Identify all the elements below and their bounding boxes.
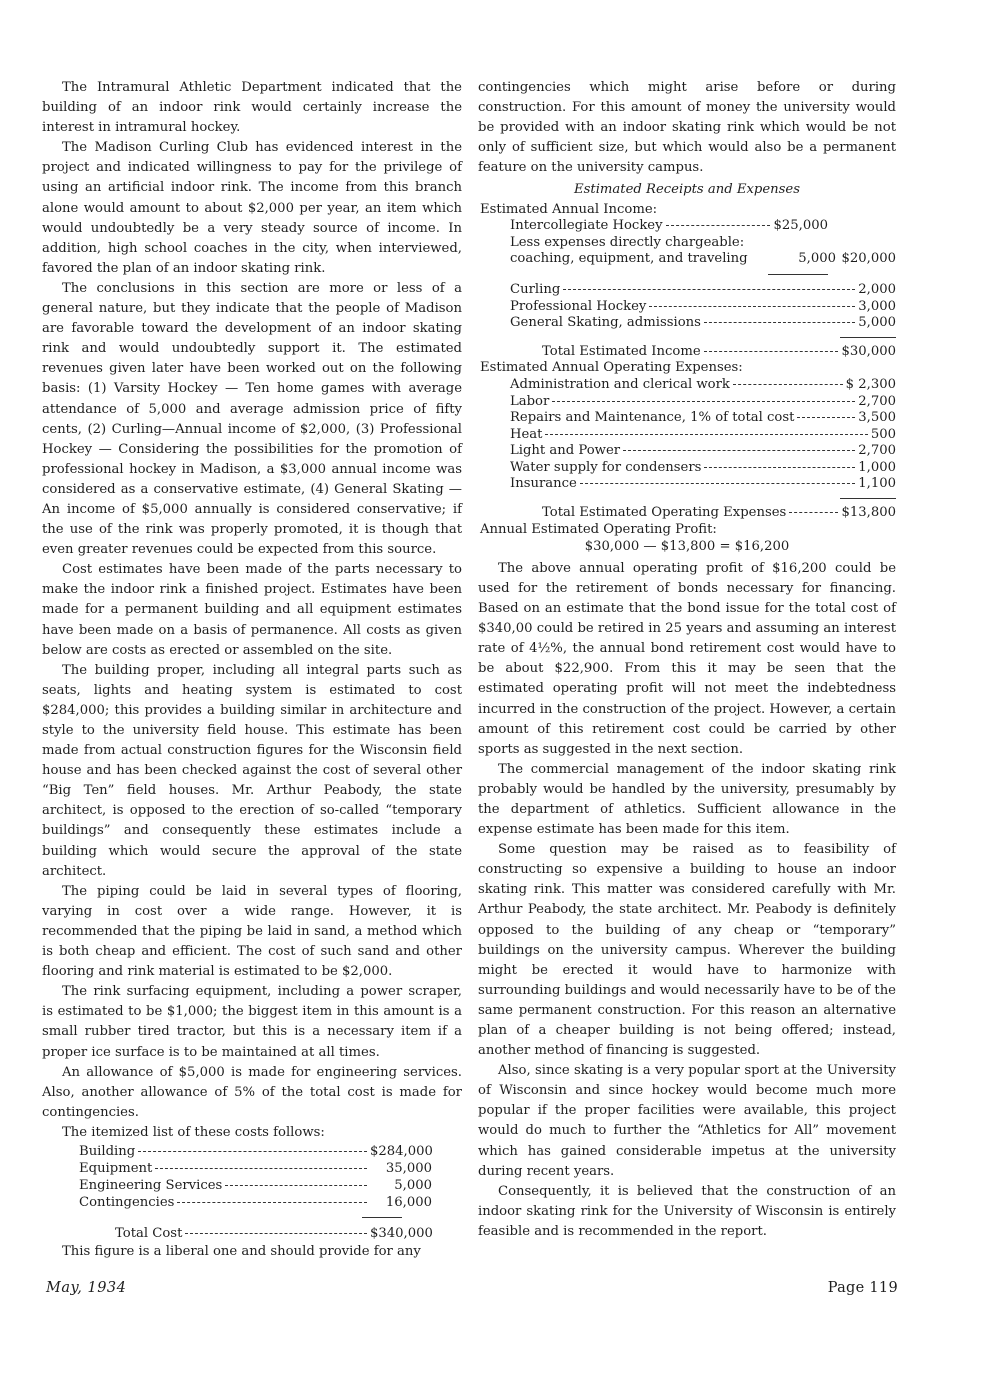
cost-label: Building xyxy=(79,1143,136,1159)
paragraph: The rink surfacing equipment, including a power scraper, is estimated to be $1,000; the biggest item in this amount is a small rubber tired tractor, but this is a necessary item if a proper ice surface is to be maintained at all times. xyxy=(42,984,462,1060)
leader-dashes xyxy=(155,1168,367,1169)
cost-label: Equipment xyxy=(79,1160,153,1176)
income-row xyxy=(510,282,896,299)
expense-row xyxy=(510,460,896,477)
expense-label: Administration and clerical work xyxy=(510,376,730,392)
paragraph: The commercial management of the indoor skating rink probably would be handled by the university, presumably by the department of athletics. Sufficient allowance in the expense estimate has been made for this item. xyxy=(478,761,896,838)
profit-equation: $30,000 — $13,800 = $16,200 xyxy=(584,539,790,555)
leader-dashes xyxy=(225,1185,367,1186)
total-rule xyxy=(478,493,896,505)
total-rule xyxy=(79,1211,432,1225)
paragraph: The piping could be laid in several types of flooring, varying in cost over a wide range. However, it is recommended that the piping be laid in sand, a method which is both cheap and efficient. The cost of such sand and other flooring and rink material is estimated to be $2,000. xyxy=(42,883,462,980)
expense-amount: $ 2,300 xyxy=(845,376,896,392)
paragraph: contingencies which might arise before or during construction. For this amount of money the university would be provided with an indoor skating rink which would be not only of sufficient size, but which would also be a permanent feature on the university campus. xyxy=(478,80,896,176)
leader-dashes xyxy=(138,1151,367,1152)
leader-dashes xyxy=(797,417,855,418)
total-cost-row xyxy=(115,1225,432,1242)
expense-amount: 1,000 xyxy=(858,459,896,475)
leader-dashes xyxy=(704,322,855,323)
total-cost-label: Total Cost xyxy=(115,1225,183,1241)
income-label: General Skating, admissions xyxy=(510,315,701,331)
cost-item xyxy=(79,1143,432,1160)
left-column xyxy=(42,78,462,1262)
less-expenses-line: Less expenses directly chargeable: xyxy=(510,234,745,250)
leader-dashes xyxy=(552,401,855,402)
paragraph: The Intramural Athletic Department indicated that the building of an indoor rink would certainly increase the interest in intramural hockey. xyxy=(42,80,462,136)
paragraph: Some question may be raised as to feasibility of constructing so expensive a building to house an indoor skating rink. This matter was considered carefully with Mr. Arthur Peabody, the state architect. Mr. Peabody is definitely opposed to the building of any cheap or “temporary” buildings on the university campus. Wherever the building might be erected it would have to harmonize with surrounding buildings and would necessarily have to be of the same permanent construction. For this reason an alternative plan of a cheaper building is not being offered; instead, another method of financing is suggested. xyxy=(478,842,896,1059)
income-amount: $25,000 xyxy=(773,218,828,234)
total-expenses-label: Total Estimated Operating Expenses xyxy=(542,505,787,521)
budget-table xyxy=(478,202,896,556)
leader-dashes xyxy=(185,1233,367,1234)
expenses-heading: Estimated Annual Operating Expenses: xyxy=(480,360,743,376)
leader-dashes xyxy=(580,483,855,484)
income-heading: Estimated Annual Income: xyxy=(480,201,658,217)
leader-dashes xyxy=(733,384,843,385)
leader-dashes xyxy=(563,289,855,290)
cost-item xyxy=(79,1177,432,1194)
coaching-net: $20,000 xyxy=(841,251,896,267)
leader-dashes xyxy=(177,1202,367,1203)
coaching-label: coaching, equipment, and traveling xyxy=(510,251,748,267)
cost-list xyxy=(79,1143,432,1242)
income-row xyxy=(510,315,896,332)
income-row xyxy=(510,218,828,235)
income-label: Professional Hockey xyxy=(510,298,647,314)
expense-amount: 2,700 xyxy=(858,393,896,409)
paragraph: This figure is a liberal one and should provide for any xyxy=(62,1243,421,1259)
paragraph: An allowance of $5,000 is made for engineering services. Also, another allowance of 5% of the total cost is made for contingencies. xyxy=(42,1064,462,1120)
cost-amount: 35,000 xyxy=(385,1160,432,1176)
income-label: Curling xyxy=(510,281,561,297)
paragraph: The above annual operating profit of $16,200 could be used for the retirement of bonds necessary for financing. Based on an estimate that the bond issue for the total cost of $340,00 could be retired in 25 years and assuming an interest rate of 4½%, the annual bond retirement cost would have to be about $22,900. From this it may be seen that the estimated operating profit will not meet the indebtedness incurred in the construction of the project. However, a certain amount of this retirement cost could be carried by other sports as suggested in the next section. xyxy=(478,560,896,757)
leader-dashes xyxy=(649,306,855,307)
paragraph: Consequently, it is believed that the construction of an indoor skating rink for the University of Wisconsin is entirely feasible and is recommended in the report. xyxy=(478,1183,896,1239)
cost-amount: 16,000 xyxy=(385,1194,432,1210)
paragraph: Cost estimates have been made of the parts necessary to make the indoor rink a finished project. Estimates have been made for a permanent building and all equipment estimates have been made on a basis of permanence. All costs as given below are costs as erected or assembled on the site. xyxy=(42,562,462,658)
total-income-row xyxy=(542,344,896,361)
total-rule xyxy=(478,332,896,344)
income-amount: 3,000 xyxy=(858,298,896,314)
expense-label: Labor xyxy=(510,393,550,409)
cost-label: Contingencies xyxy=(79,1194,175,1210)
income-label: Intercollegiate Hockey xyxy=(510,218,663,234)
total-expenses-row xyxy=(542,505,896,522)
total-cost-amount: $340,000 xyxy=(370,1225,433,1241)
page-number: Page 119 xyxy=(827,1280,898,1296)
income-amount: 2,000 xyxy=(858,281,896,297)
expense-label: Repairs and Maintenance, 1% of total cost xyxy=(510,410,795,426)
profit-heading: Annual Estimated Operating Profit: xyxy=(480,521,717,537)
total-expenses-amount: $13,800 xyxy=(841,505,896,521)
cost-amount: 5,000 xyxy=(394,1177,432,1193)
expense-amount: 3,500 xyxy=(858,410,896,426)
coaching-amount: 5,000 xyxy=(798,251,836,267)
income-row xyxy=(510,299,896,316)
expense-row xyxy=(510,443,896,460)
expense-label: Light and Power xyxy=(510,443,621,459)
cost-item xyxy=(79,1160,432,1177)
total-income-amount: $30,000 xyxy=(841,343,896,359)
expense-amount: 2,700 xyxy=(858,443,896,459)
expense-row xyxy=(510,394,896,411)
subtotal-rule xyxy=(478,268,896,282)
expense-row xyxy=(510,377,896,394)
paragraph: Also, since skating is a very popular sport at the University of Wisconsin and since hockey would become much more popular if the proper facilities were available, this project would do much to further the “Athletics for All” movement which has gained considerable impetus at the university during recent years. xyxy=(478,1063,896,1179)
income-amount: 5,000 xyxy=(858,315,896,331)
paragraph: The building proper, including all integral parts such as seats, lights and heating system is estimated to cost $284,000; this provides a building similar in architecture and style to the university field house. This estimate has been made from actual construction figures for the Wisconsin field house and has been checked against the cost of several other “Big Ten” field houses. Mr. Arthur Peabody, the state architect, is opposed to the erection of so-called “temporary buildings” and consequently these estimates include a building which would secure the approval of the state architect. xyxy=(42,662,462,879)
expense-label: Insurance xyxy=(510,476,577,492)
table-caption: Estimated Receipts and Expenses xyxy=(574,182,800,198)
total-income-label: Total Estimated Income xyxy=(542,343,701,359)
footer-date: May, 1934 xyxy=(46,1280,127,1296)
right-column xyxy=(478,78,896,1242)
expense-label: Water supply for condensers xyxy=(510,459,702,475)
expense-amount: 500 xyxy=(870,426,896,442)
cost-label: Engineering Services xyxy=(79,1177,223,1193)
expense-row xyxy=(510,410,896,427)
leader-dashes xyxy=(704,351,839,352)
paragraph: The itemized list of these costs follows: xyxy=(62,1124,325,1140)
leader-dashes xyxy=(704,467,855,468)
expense-amount: 1,100 xyxy=(858,476,896,492)
leader-dashes xyxy=(666,225,771,226)
leader-dashes xyxy=(623,450,855,451)
leader-dashes xyxy=(789,512,838,513)
expense-label: Heat xyxy=(510,426,543,442)
paragraph: The Madison Curling Club has evidenced interest in the project and indicated willingness to pay for the privilege of using an artificial indoor rink. The income from this branch alone would amount to about $2,000 per year, an item which would undoubtedly be a very steady source of income. In addition, high school coaches in the city, when interviewed, favored the plan of an indoor skating rink. xyxy=(42,140,462,276)
cost-amount: $284,000 xyxy=(370,1143,433,1159)
expense-row xyxy=(510,476,896,493)
expense-row xyxy=(510,427,896,444)
cost-item xyxy=(79,1194,432,1211)
leader-dashes xyxy=(545,434,867,435)
coaching-row xyxy=(510,251,896,268)
paragraph: The conclusions in this section are more or less of a general nature, but they indicate that the people of Madison are favorable toward the development of an indoor skating rink and would undoubtedly support it. The estimated revenues given later have been worked out on the following basis: (1) Varsity Hockey — Ten home games with average attendance of 5,000 and average admission price of fifty cents, (2) Curling—Annual income of $2,000, (3) Professional Hockey — Considering the possibilities for the promotion of professional hockey in Madison, a $3,000 annual income was considered as a conservative estimate, (4) General Skating — An income of $5,000 annually is considered conservative; if the use of the rink was properly promoted, it is though that even greater revenues could be expected from this source. xyxy=(42,280,462,558)
